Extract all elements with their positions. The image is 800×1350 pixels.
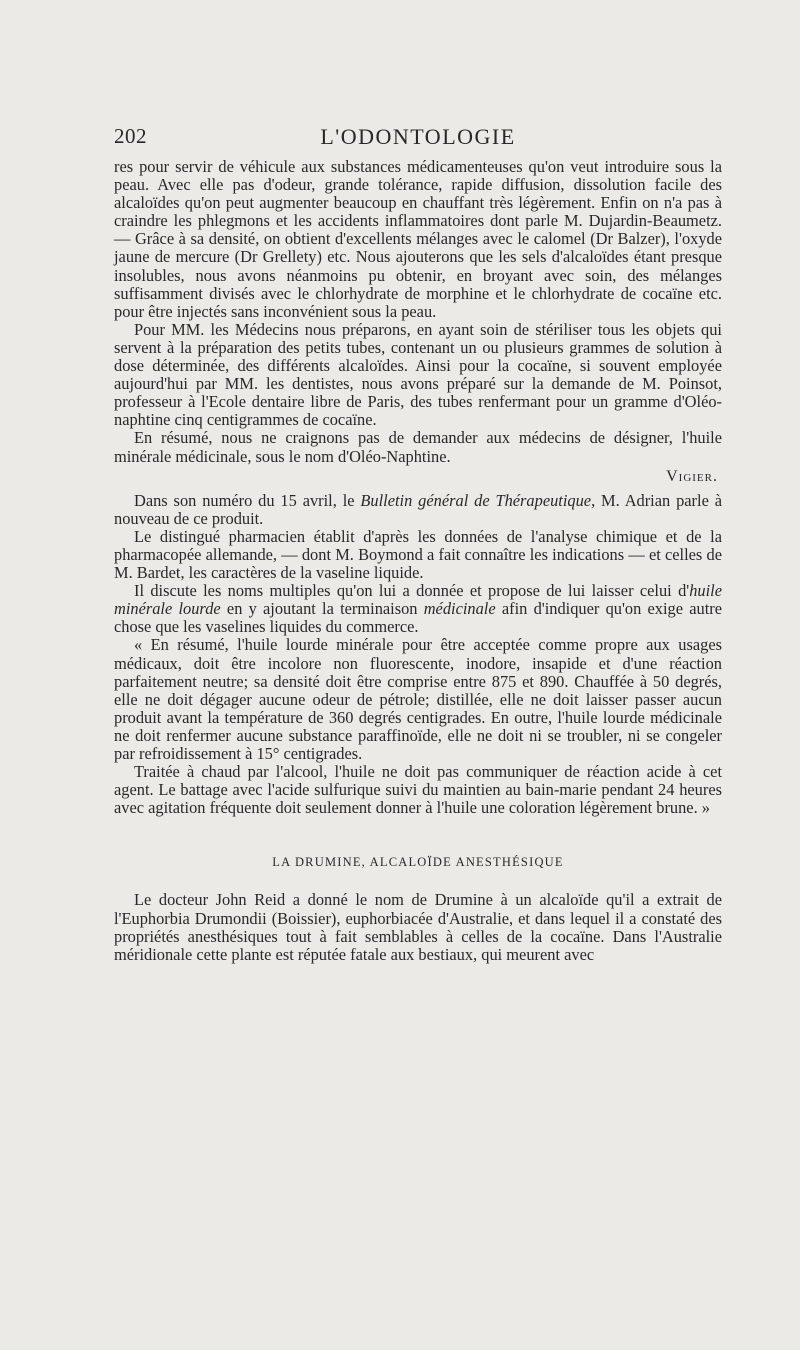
paragraph-text: en y ajoutant la terminaison [220, 599, 424, 619]
paragraph-text: Il discute les noms multiples qu'on lui a donnée et propose de lui laisser celui d' [134, 581, 690, 601]
quoted-paragraph: Traitée à chaud par l'alcool, l'huile ne doit pas communiquer de réaction acide à cet agent. Le battage avec l'acide sulfurique suivi du maintien au bain-marie pendant 24 heures avec agitation fréquente doit seulement donner à l'huile une coloration légèrement brune. » [114, 762, 722, 818]
author-signature: Vigier. [666, 467, 718, 485]
paragraph-text: , M. Adrian parle à nouveau de ce produit. [114, 490, 722, 528]
emphasis: médicinale [423, 599, 496, 619]
paragraph-text: afin d'indiquer qu'on exige autre chose que les vaselines liquides du commerce. [114, 599, 723, 637]
journal-name: Bulletin général de Thérapeutique [360, 490, 592, 510]
paragraph-text: Dans son numéro du 15 avril, le [134, 490, 361, 510]
emphasis: huile minérale lourde [114, 581, 722, 619]
running-head [114, 124, 722, 154]
journal-title: L'ODONTOLOGIE [320, 124, 516, 149]
main-text [114, 158, 722, 964]
page-number: 202 [114, 124, 147, 148]
section-heading: LA DRUMINE, ALCALOÏDE ANESTHÉSIQUE [272, 855, 564, 870]
paragraph [114, 582, 722, 636]
quoted-paragraph: « En résumé, l'huile lourde minérale pour être acceptée comme propre aux usages médicaux, doit être incolore non fluorescente, inodore, insapide et d'une réaction parfaitement neutre; sa densité doit être comprise entre 875 et 890. Chauffée à 50 degrés, elle ne doit dégager aucune odeur de pétrole; distillée, elle ne doit laisser passer aucun produit avant la température de 360 degrés centigrades. En outre, l'huile lourde médicinale ne doit renfermer aucune substance paraffinoïde, elle ne doit ni se troubler, ni se congeler par refroidissement à 15° centigrades. [114, 635, 722, 763]
paragraph: Le docteur John Reid a donné le nom de Drumine à un alcaloïde qu'il a extrait de l'Euphorbia Drumondii (Boissier), euphorbiacée d'Australie, et dans lequel il a constaté des propriétés anesthésiques tout à fait semblables à celles de la cocaïne. Dans l'Australie méridionale cette plante est réputée fatale aux bestiaux, qui meurent avec [114, 890, 722, 964]
paragraph: res pour servir de véhicule aux substances médicamenteuses qu'on veut introduire sous la peau. Avec elle pas d'odeur, grande tolérance, rapide diffusion, dissolution facile des alcaloïdes qu'on peut augmenter beaucoup en chauffant très légèrement. Enfin on n'a pas à craindre les phlegmons et les accidents inflammatoires dont parle M. Dujardin-Beaumetz. — Grâce à sa densité, on obtient d'excellents mélanges avec le calomel (Dr Balzer), l'oxyde jaune de mercure (Dr Grellety) etc. Nous ajouterons que les sels d'alcaloïdes étant presque insolubles, nous avons néanmoins pu obtenir, en broyant avec soin, des mélanges suffisamment divisés avec le chlorhydrate de morphine et le chlorhydrate de cocaïne etc. pour être injectés sans inconvénient sous la peau. [114, 157, 722, 321]
paragraph: En résumé, nous ne craignons pas de demander aux médecins de désigner, l'huile minérale médicinale, sous le nom d'Oléo-Naphtine. [114, 428, 722, 466]
paragraph: Le distingué pharmacien établit d'après les données de l'analyse chimique et de la pharmacopée allemande, — dont M. Boymond a fait connaître les indications — et celles de M. Bardet, les caractères de la vaseline liquide. [114, 526, 722, 583]
paragraph: Pour MM. les Médecins nous préparons, en ayant soin de stériliser tous les objets qui servent à la préparation des petits tubes, contenant un ou plusieurs grammes de solution à dose déterminée, des différents alcaloïdes. Ainsi pour la cocaïne, si souvent employée aujourd'hui par MM. les dentistes, nous avons préparé sur la demande de M. Poinsot, professeur à l'Ecole dentaire libre de Paris, des tubes renfermant pour un gramme d'Oléo-naphtine cinq centigrammes de cocaïne. [114, 319, 722, 430]
paragraph [114, 492, 722, 528]
